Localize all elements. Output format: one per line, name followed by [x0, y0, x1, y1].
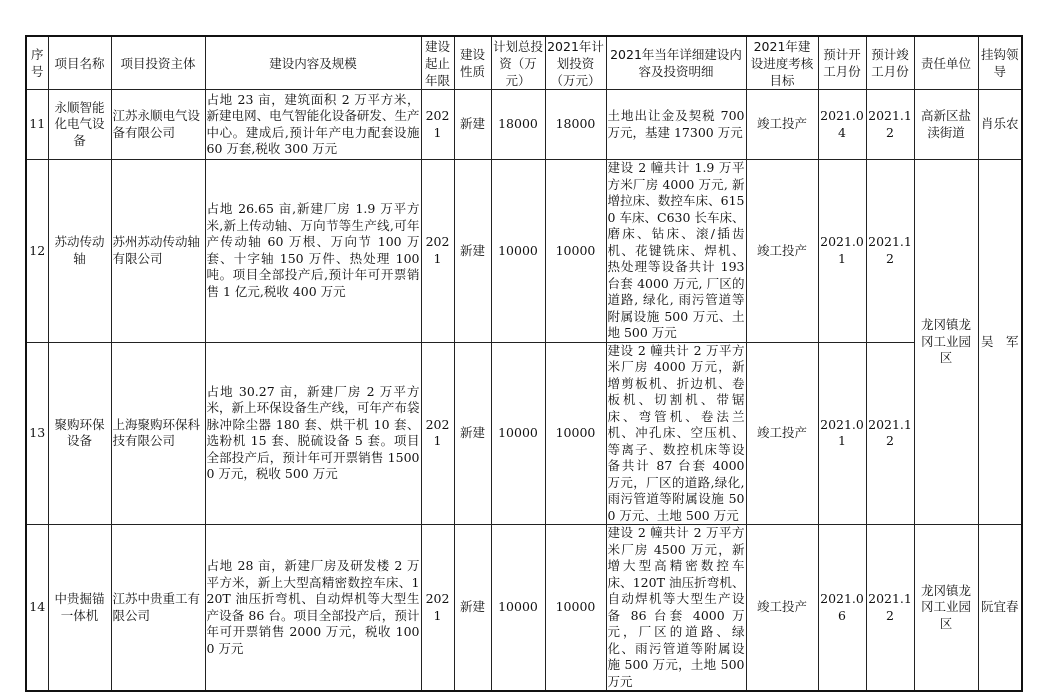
- cell-end: 2021.12: [866, 90, 914, 160]
- cell-project-name: 中贵掘锚一体机: [48, 525, 111, 692]
- cell-project-name: 永顺智能化电气设备: [48, 90, 111, 160]
- cell-investor: 苏州苏动传动轴有限公司: [111, 160, 205, 343]
- header-target: 2021年建设进度考核目标: [746, 36, 818, 90]
- cell-detail-2021: 建设 2 幢共计 2 万平方米厂房 4000 万元，新增剪板机、折边机、卷板机、切割机、带锯床、弯管机、卷法兰机、冲孔床、空压机、等离子、数控机床等设备共计 87 台套 4000 万元，厂区的道路,绿化,雨污管道等附属设施 500 万元、土地 500 万元: [607, 342, 745, 523]
- header-investment-2021: 2021年计划投资（万元）: [545, 36, 606, 90]
- cell-investor: 上海聚购环保科技有限公司: [111, 342, 205, 525]
- header-row: [26, 36, 1022, 90]
- header-project-name: 项目名称: [48, 36, 111, 90]
- cell-detail-2021: 建设 2 幢共计 1.9 万平方米厂房 4000 万元, 新增拉床、数控车床、6150 车床、C630 长车床、磨床、钻床、滚/插齿机、花键铣床、焊机、热处理等设备共计 193 台套 4000 万元, 厂区的道路, 绿化, 雨污管道等附属设施 500 万元、土地 500 万元: [607, 160, 745, 340]
- header-end: 预计竣工月份: [866, 36, 914, 90]
- cell-period: 2021: [421, 342, 454, 525]
- cell-investor: 江苏永顺电气设备有限公司: [111, 90, 205, 160]
- cell-start: 2021.01: [818, 160, 866, 343]
- header-detail-2021: 2021年当年详细建设内容及投资明细: [606, 36, 746, 90]
- cell-target: 竣工投产: [746, 342, 818, 525]
- cell-end: 2021.12: [866, 160, 914, 343]
- cell-leader: 阮宜春: [978, 525, 1022, 692]
- cell-total-investment: 10000: [491, 342, 545, 525]
- header-no: 序号: [26, 36, 48, 90]
- cell-content: 占地 26.65 亩,新建厂房 1.9 万平方米,新上传动轴、万向节等生产线,可年产传动轴 60 万根、万向节 100 万套、十字轴 150 万件、热处理 100 吨。项目全部投产后,预计年可开票销售 1 亿元,税收 400 万元: [205, 160, 421, 343]
- cell-target: 竣工投产: [746, 90, 818, 160]
- table-row: [26, 525, 1022, 692]
- cell-investment-2021: 10000: [545, 525, 606, 692]
- cell-total-investment: 10000: [491, 525, 545, 692]
- cell-investment-2021: 10000: [545, 160, 606, 343]
- header-leader: 挂钩领导: [978, 36, 1022, 90]
- cell-content: 占地 30.27 亩，新建厂房 2 万平方米，新上环保设备生产线，可年产布袋脉冲除尘器 180 套、烘干机 10 套、选粉机 15 套、脱硫设备 5 套。项目全部投产后，预计年可开票销售 15000 万元，税收 500 万元: [205, 342, 421, 525]
- cell-unit: 高新区盐渎街道: [914, 90, 978, 160]
- cell-end: 2021.12: [866, 525, 914, 692]
- header-total-investment: 计划总投资（万元）: [491, 36, 545, 90]
- cell-no: 12: [26, 160, 48, 343]
- table-row: [26, 342, 1022, 525]
- header-investor: 项目投资主体: [111, 36, 205, 90]
- cell-project-name: 聚购环保设备: [48, 342, 111, 525]
- cell-total-investment: 18000: [491, 90, 545, 160]
- header-period: 建设起止年限: [421, 36, 454, 90]
- cell-target: 竣工投产: [746, 160, 818, 343]
- cell-period: 2021: [421, 525, 454, 692]
- project-table: [25, 35, 1023, 692]
- header-content: 建设内容及规模: [205, 36, 421, 90]
- cell-nature: 新建: [454, 160, 491, 343]
- cell-end: 2021.12: [866, 342, 914, 525]
- cell-period: 2021: [421, 160, 454, 343]
- cell-leader-merged: 吴 军: [978, 160, 1022, 525]
- cell-no: 13: [26, 342, 48, 525]
- cell-nature: 新建: [454, 525, 491, 692]
- cell-investor: 江苏中贵重工有限公司: [111, 525, 205, 692]
- cell-nature: 新建: [454, 90, 491, 160]
- cell-no: 11: [26, 90, 48, 160]
- cell-unit-merged: 龙冈镇龙冈工业园区: [914, 160, 978, 525]
- header-start: 预计开工月份: [818, 36, 866, 90]
- table-row: [26, 90, 1022, 160]
- cell-leader: 肖乐农: [978, 90, 1022, 160]
- cell-investment-2021: 10000: [545, 342, 606, 525]
- cell-period: 2021: [421, 90, 454, 160]
- cell-detail-2021: 土地出让金及契税 700 万元，基建 17300 万元: [606, 90, 746, 160]
- cell-start: 2021.06: [818, 525, 866, 692]
- cell-no: 14: [26, 525, 48, 692]
- cell-content: 占地 28 亩，新建厂房及研发楼 2 万平方米，新上大型高精密数控车床、120T 油压折弯机、自动焊机等大型生产设备 86 台。项目全部投产后，预计年可开票销售 2000 万元，税收 1000 万元: [205, 525, 421, 692]
- cell-project-name: 苏动传动轴: [48, 160, 111, 343]
- cell-start: 2021.01: [818, 342, 866, 525]
- cell-total-investment: 10000: [491, 160, 545, 343]
- cell-unit: 龙冈镇龙冈工业园区: [914, 525, 978, 692]
- cell-nature: 新建: [454, 342, 491, 525]
- cell-start: 2021.04: [818, 90, 866, 160]
- header-unit: 责任单位: [914, 36, 978, 90]
- cell-investment-2021: 18000: [545, 90, 606, 160]
- cell-target: 竣工投产: [746, 525, 818, 692]
- table-row: [26, 160, 1022, 343]
- header-nature: 建设性质: [454, 36, 491, 90]
- cell-content: 占地 23 亩，建筑面积 2 万平方米，新建电网、电气智能化设备研发、生产中心。建成后,预计年产电力配套设施 60 万套,税收 300 万元: [205, 90, 421, 160]
- cell-detail-2021: 建设 2 幢共计 2 万平方米厂房 4500 万元，新增大型高精密数控车床、120T 油压折弯机、自动焊机等大型生产设备 86 台套 4000 万元，厂区的道路、绿化、雨污管道等附属设施 500 万元，土地 500 万元: [606, 525, 746, 692]
